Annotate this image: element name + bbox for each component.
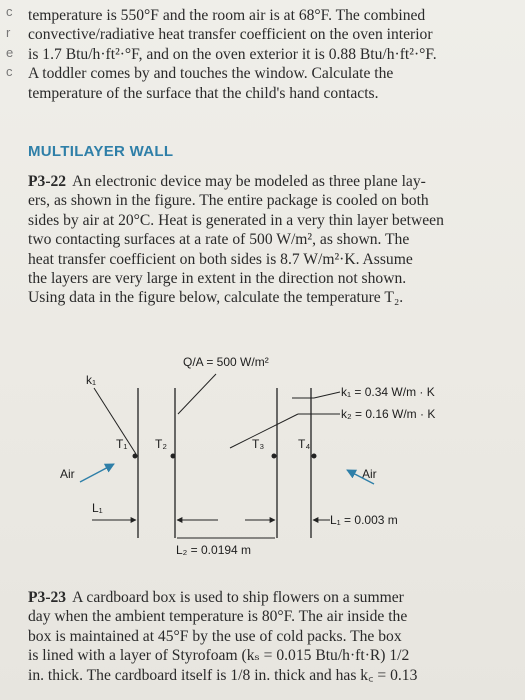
top-paragraph — [28, 6, 498, 103]
text-line: in. thick. The cardboard itself is 1/8 in. thick and has k꜀ = 0.13 — [28, 666, 418, 684]
text-line: temperature of the surface that the child's hand contacts. — [28, 84, 379, 102]
problem-number: P3-22 — [28, 173, 67, 190]
l1-left-label: L₁ — [92, 501, 103, 515]
heat-flux-arrow — [178, 374, 216, 414]
k-leader-right-2 — [314, 392, 340, 398]
problem-3-22 — [28, 172, 498, 308]
text-line: heat transfer coefficient on both sides is 8.7 W/m²·K. Assume — [28, 250, 413, 268]
k1-leader — [94, 388, 136, 454]
l2-value: L₂ = 0.0194 m — [176, 543, 252, 557]
text-line: A cardboard box is used to ship flowers on a summer — [72, 589, 404, 606]
t2-dot — [171, 454, 176, 459]
multilayer-wall-figure — [40, 348, 500, 574]
problem-number: P3-23 — [28, 589, 67, 606]
problem-3-23 — [28, 588, 498, 685]
margin-marks: c r e c — [6, 4, 14, 79]
text-line: day when the ambient temperature is 80°F. The air inside the — [28, 608, 408, 626]
t4-dot — [312, 454, 317, 459]
t2-label: T₂ — [155, 437, 167, 451]
text-line: is lined with a layer of Styrofoam (kₛ = 0.015 Btu/h·ft·R) 1/2 — [28, 647, 410, 665]
t4-label: T₄ — [298, 437, 311, 451]
k1-label: k₁ — [86, 373, 97, 387]
text-line: convective/radiative heat transfer coefficient on the oven interior — [28, 26, 433, 44]
air-left-arrow — [80, 464, 114, 482]
t3-label: T₃ — [252, 437, 265, 451]
l1-value: L₁ = 0.003 m — [330, 513, 398, 527]
section-heading: MULTILAYER WALL — [28, 143, 174, 160]
text-line: is 1.7 Btu/h·ft²·°F, and on the oven exterior it is 0.88 Btu/h·ft²·°F. — [28, 45, 437, 63]
text-line: temperature is 550°F and the room air is at 68°F. The combined — [28, 7, 426, 24]
t1-dot — [133, 454, 138, 459]
k1-value: k₁ = 0.34 W/m · K — [341, 385, 435, 399]
t3-dot — [272, 454, 277, 459]
text-line: Using data in the figure below, calculate the temperature T₂. — [28, 289, 404, 307]
text-line: A toddler comes by and touches the window. Calculate the — [28, 65, 394, 83]
text-line: sides by air at 20°C. Heat is generated in a very thin layer between — [28, 211, 444, 229]
text-line: An electronic device may be modeled as three plane lay- — [72, 173, 426, 190]
k2-value: k₂ = 0.16 W/m · K — [341, 407, 436, 421]
text-line: box is maintained at 45°F by the use of cold packs. The box — [28, 627, 402, 645]
air-right-label: Air — [362, 467, 377, 481]
air-left-label: Air — [60, 467, 75, 481]
t1-label: T₁ — [116, 437, 128, 451]
heat-flux-label: Q/A = 500 W/m² — [183, 355, 269, 369]
text-line: two contacting surfaces at a rate of 500 W/m², as shown. The — [28, 231, 410, 249]
text-line: ers, as shown in the figure. The entire package is cooled on both — [28, 192, 429, 210]
text-line: the layers are very large in extent in the direction not shown. — [28, 270, 407, 288]
